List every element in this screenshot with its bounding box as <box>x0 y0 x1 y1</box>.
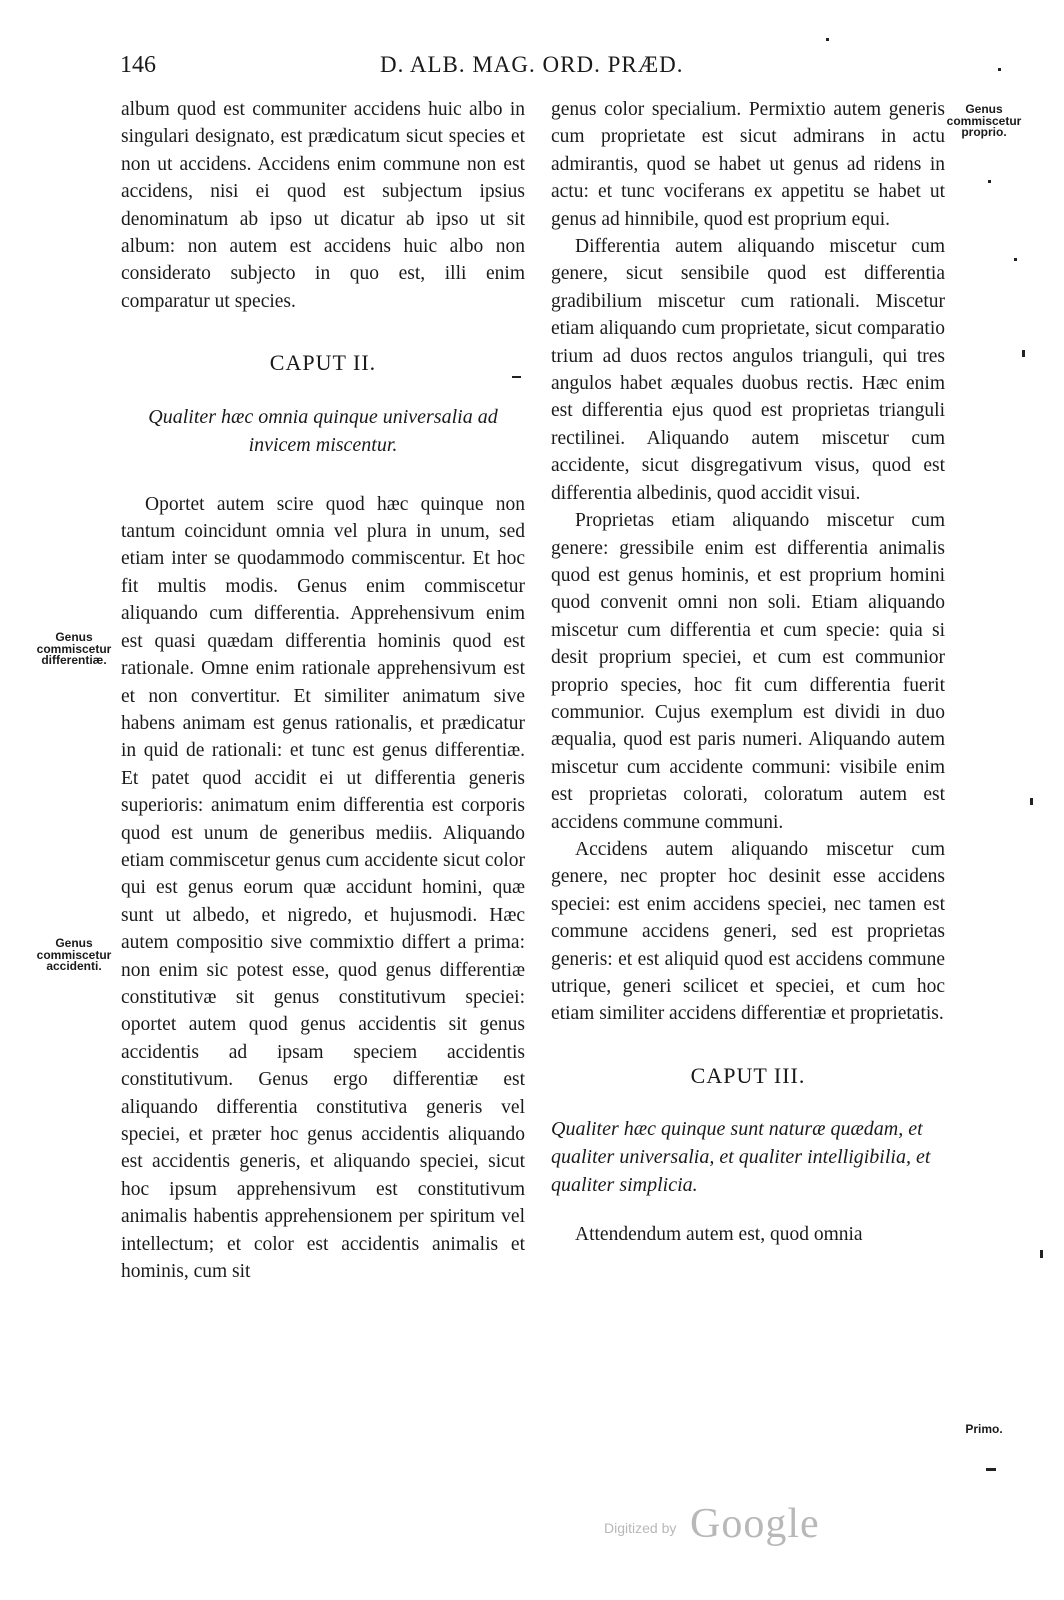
left-column <box>121 96 525 1285</box>
ink-speck <box>512 376 521 378</box>
digitized-watermark <box>604 1500 864 1550</box>
chapter-3-subtitle: Qualiter hæc quinque sunt naturæ quædam, et qualiter universalia, et qualiter intelligibilia, et qualiter simplicia. <box>551 1118 931 1197</box>
ink-speck <box>826 38 829 41</box>
right-paragraph-3: Proprietas etiam aliquando miscetur cum genere: gressibile enim est differentia animalis quod est genus hominis, et est proprium homini quod convenit omni non soli. Etiam aliquando miscetur cum differentia et cum specie: quia si desit proprium speciei, et cum est communior proprio species, hoc fit cum differentia fuerit communior. Cujus exemplum est dividi in duo æqualia, quod est paris numeri. Aliquando autem miscetur cum accidente communi: visibile enim est proprietas colorati, coloratum autem est accidens commune communi. <box>551 510 945 833</box>
running-title: D. ALB. MAG. ORD. PRÆD. <box>380 52 684 77</box>
page-number: 146 <box>120 52 156 78</box>
right-paragraph-1: genus color specialium. Permixtio autem generis cum proprietate est sicut admirans in actu admirantis, quod se habet ut genus ad ridens in actu: et tunc vociferans ex appetitu se habet ut genus ad hinnibile, quod est proprium equi. <box>551 99 945 230</box>
ink-speck <box>1022 350 1025 357</box>
page-header <box>0 48 1064 88</box>
margin-note-right-2: Primo. <box>965 1422 1003 1436</box>
margin-note-right-1: Genus commiscetur proprio. <box>946 102 1022 139</box>
right-paragraph-2: Differentia autem aliquando miscetur cum genere, sicut sensibile quod est differentia gradibilium miscetur cum rationali. Miscetur etiam aliquando cum proprietate, sicut comparatio trium ad duos rectos angulos trianguli, qui tres angulos habet æquales duobus rectis. Hæc enim est differentia ejus quod est proprietas trianguli rectilinei. Aliquando autem miscetur cum accidente, sicut disgregativum visus, quod est differentia albedinis, quod accidit visui. <box>551 236 945 504</box>
right-paragraph-4: Accidens autem aliquando miscetur cum genere, nec propter hoc desinit esse accidens speciei: est enim accidens speciei, nec tamen est commune accidens generi, sed est proprietas generis: et est aliquid quod est accidens commune utrique, generi scilicet et speciei, et cum hoc etiam similiter accidens differentiæ et proprietatis. <box>551 838 945 1025</box>
ink-speck <box>1014 258 1017 261</box>
ink-speck <box>1030 798 1033 805</box>
watermark-brand: Google <box>690 1501 820 1547</box>
left-paragraph-2: Oportet autem scire quod hæc quinque non tantum coincidunt omnia vel plura in unum, sed etiam inter se quodammodo commiscentur. Et hoc fit multis modis. Genus enim commiscetur aliquando cum differentia. Apprehensivum enim est quasi quædam differentia hominis quod est rationale. Omne enim rationale apprehensivum est et non convertitur. Et similiter animatum sive habens animam est genus rationalis, et prædicatur in quid de rationali: et tunc est genus differentiæ. Et patet quod accidit ei ut differentia generis superioris: animatum enim differentia est corporis quod est unum de generibus mediis. Aliquando etiam commiscetur genus cum accidente sicut color qui est genus eorum quæ accidunt homini, quæ sunt ut albedo, et nigredo, et hujusmodi. Hæc autem compositio sive commixtio differt a prima: non enim sic potest esse, quod genus differentiæ constitutivæ sit genus constitutivum speciei: oportet autem quod genus accidentis sit genus accidentis ad ipsam speciem accidentis constitutivum. Genus ergo differentiæ est aliquando differentia constitutiva generis vel speciei, et præter hoc genus accidentis aliquando est accidentis generis, et aliquando speciei, sicut hoc ipsum apprehensivum est constitutivum animalis habentis apprehensionem per spiritum vel intellectum; et color est accidentis animalis et hominis, cum sit <box>121 493 525 1283</box>
left-paragraph-1: album quod est communiter accidens huic albo in singulari designato, est prædicatum sicut species et non ut accidens. Accidens enim commune non est accidens, nisi ei quod est subjectum ipsius denominatum ab ipso ut dicatur ab ipso ut sit album: non autem est accidens huic albo non considerato subjecto in quo est, illi enim comparatur ut species. <box>121 99 525 312</box>
ink-speck <box>1040 1250 1043 1258</box>
chapter-2-subtitle: Qualiter hæc omnia quinque universalia ad invicem miscentur. <box>148 405 498 456</box>
right-column <box>551 96 945 1249</box>
right-paragraph-5: Attendendum autem est, quod omnia <box>575 1224 863 1246</box>
watermark-prefix: Digitized by <box>604 1520 677 1536</box>
chapter-3-title: CAPUT III. <box>690 1062 806 1088</box>
margin-note-left-1: Genus commiscetur differentiæ. <box>36 630 112 667</box>
ink-speck <box>988 180 991 183</box>
chapter-2-title: CAPUT II. <box>269 350 377 376</box>
ink-speck <box>986 1468 996 1471</box>
ink-speck <box>998 68 1001 71</box>
margin-note-left-2: Genus commiscetur accidenti. <box>36 936 112 973</box>
